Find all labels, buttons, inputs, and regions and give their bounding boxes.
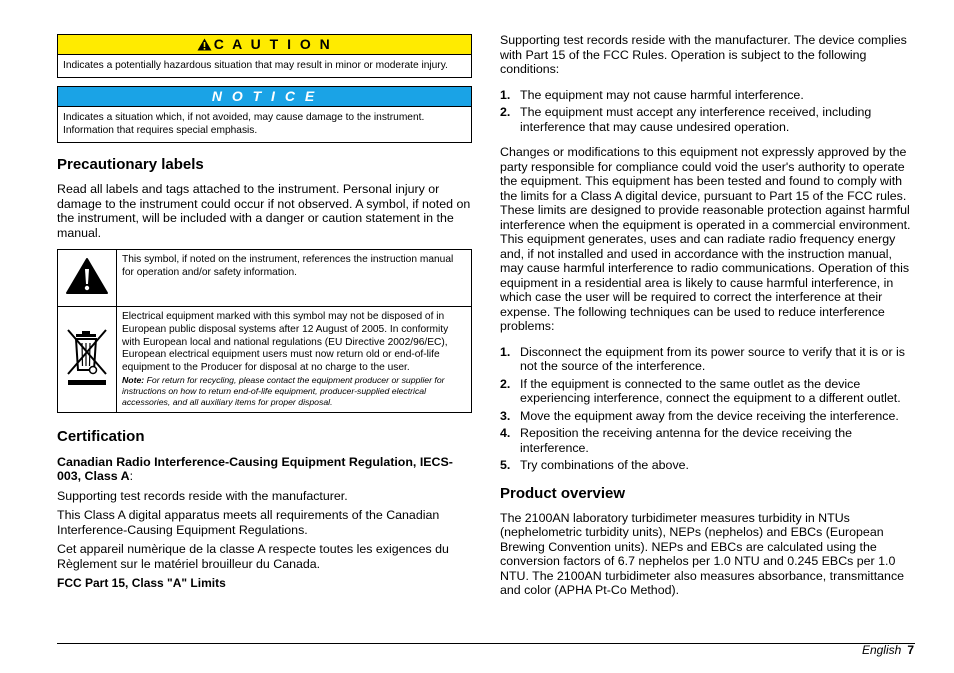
certification-subheading	[57, 455, 472, 484]
certification-heading: Certification	[57, 427, 145, 445]
fcc-changes: Changes or modifications to this equipment not expressly approved by the party responsible for compliance could void the user's authority to operate the equipment. This equipment has been tested and found to comply with the limits for a Class A digital device, pursuant to Part 15 of the FCC rules. These limits are designed to provide reasonable protection against harmful interference when the equipment is operated in a commercial environment. This equipment generates, uses and can radiate radio frequency energy and, if not installed and used in accordance with the instruction manual, may cause harmful interference to radio communications. Operation of this equipment in a residential area is likely to cause harmful interference, in which case the user will be required to correct the interference at their expense. The following techniques can be used to reduce interference problems:	[500, 145, 911, 333]
list-text: The equipment may not cause harmful interference.	[520, 87, 804, 102]
certification-subheading-text: Canadian Radio Interference-Causing Equipment Regulation, IECS-003, Class A	[57, 454, 453, 484]
symbol-icon-cell	[58, 250, 117, 307]
warning-triangle-icon	[197, 38, 212, 51]
list-text: Try combinations of the above.	[520, 458, 689, 472]
list-number: 1.	[500, 344, 511, 359]
precautionary-heading: Precautionary labels	[57, 156, 204, 173]
notice-box	[57, 86, 472, 143]
list-number: 5.	[500, 458, 511, 472]
list-number: 2.	[500, 376, 511, 391]
symbol-row	[58, 250, 472, 307]
fcc-heading: FCC Part 15, Class "A" Limits	[57, 576, 226, 591]
certification-p2: This Class A digital apparatus meets all requirements of the Canadian Interference-Causing Equipment Regulations.	[57, 508, 440, 537]
crossed-bin-icon	[64, 326, 110, 388]
left-column	[57, 34, 472, 591]
list-number: 3.	[500, 408, 511, 423]
symbol-text-cell	[117, 307, 472, 413]
certification-subheading-colon: :	[129, 469, 134, 484]
list-item	[500, 88, 916, 103]
symbol-row	[58, 307, 472, 413]
list-text: The equipment must accept any interference received, including interference that may cause undesired operation.	[520, 105, 872, 134]
precautionary-body: Read all labels and tags attached to the instrument. Personal injury or damage to the instrument could occur if not observed. A symbol, if noted on the instrument, will be included with a danger or caution statement in the manual.	[57, 182, 471, 240]
page-number: 7	[907, 643, 914, 657]
list-number: 4.	[500, 426, 511, 440]
note-text: For return for recycling, please contact the equipment producer or supplier for instructions on how to return end-of-life equipment, producer-supplied electrical accessories, and all auxiliary items for proper disposal.	[122, 374, 445, 407]
interference-techniques-list	[500, 345, 916, 473]
list-item	[500, 458, 916, 473]
fcc-conditions-list	[500, 88, 916, 135]
notice-title: N O T I C E	[211, 88, 318, 104]
list-number: 1.	[500, 87, 511, 102]
list-item	[500, 377, 916, 406]
footer-language: English	[861, 643, 902, 657]
caution-header	[58, 35, 471, 55]
certification-p3: Cet appareil numèrique de la classe A respecte toutes les exigences du Règlement sur le matériel brouilleur du Canada.	[57, 542, 449, 571]
list-number: 2.	[500, 105, 511, 119]
symbol-text: Electrical equipment marked with this symbol may not be disposed of in European public disposal systems after 12 August of 2005. In conformity with European local and national regulations (EU Directive 2002/96/EC), European electrical equipment users must now return old or end-of-life equipment to the Producer for disposal at no charge to the user.	[122, 311, 449, 374]
list-text: Move the equipment away from the device receiving the interference.	[520, 408, 899, 423]
page-footer	[862, 643, 914, 657]
right-column	[500, 33, 916, 598]
warning-triangle-icon	[65, 257, 109, 295]
product-overview-heading: Product overview	[500, 484, 626, 502]
list-text: Disconnect the equipment from its power source to verify that it is or is not the source of the interference.	[520, 344, 905, 373]
certification-p1: Supporting test records reside with the manufacturer.	[57, 488, 348, 503]
list-text: If the equipment is connected to the same outlet as the device experiencing interference, connect the equipment to a different outlet.	[520, 376, 901, 405]
symbol-text: This symbol, if noted on the instrument, references the instruction manual for operation and/or safety information.	[117, 250, 472, 307]
list-item	[500, 409, 916, 424]
symbol-table	[57, 249, 472, 413]
list-text: Reposition the receiving antenna for the device receiving the interference.	[520, 426, 853, 455]
caution-box	[57, 34, 472, 78]
caution-text: Indicates a potentially hazardous situation that may result in minor or moderate injury.	[63, 60, 448, 71]
list-item	[500, 105, 916, 134]
fcc-intro: Supporting test records reside with the manufacturer. The device complies with Part 15 of the FCC Rules. Operation is subject to the following conditions:	[500, 33, 907, 76]
product-overview-text: The 2100AN laboratory turbidimeter measures turbidity in NTUs (nephelometric turbidity units), NEPs (nephelos) and EBCs (European Brewing Convention units). NEPs and EBCs are calculated using the conversion factors of 6.7 nephelos per 1.0 NTU and 0.245 EBCs per 1.0 NTU. The 2100AN turbidimeter also measures absorbance, transmittance and color (APHA Pt-Co Method).	[500, 510, 905, 597]
footer-divider	[57, 643, 915, 644]
notice-header	[58, 87, 471, 107]
note-label: Note:	[122, 374, 145, 385]
list-item	[500, 426, 916, 455]
list-item	[500, 345, 916, 374]
symbol-note	[122, 375, 466, 408]
caution-title: C A U T I O N	[213, 36, 333, 52]
symbol-icon-cell	[58, 307, 117, 413]
notice-text: Indicates a situation which, if not avoided, may cause damage to the instrument. Information that requires special emphasis.	[63, 112, 425, 136]
